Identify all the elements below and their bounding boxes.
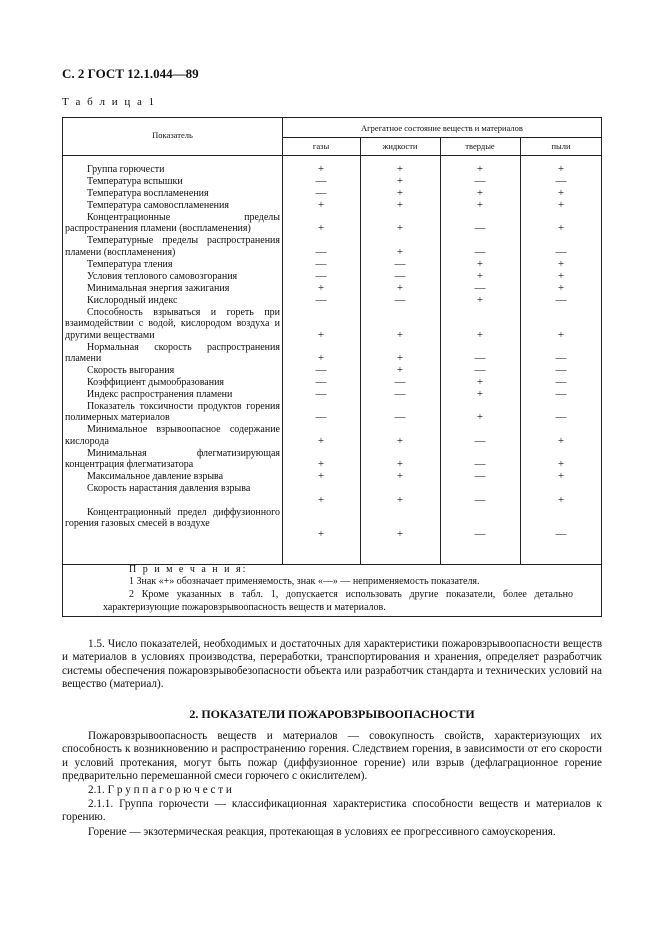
table-cell: +: [317, 199, 325, 211]
table-cell: +: [476, 187, 484, 199]
table-cell: +: [557, 163, 565, 175]
table-cell: —: [394, 388, 406, 400]
table-cell: +: [317, 163, 325, 175]
table-cell: +: [396, 199, 404, 211]
table-row-label: Температура тления: [87, 258, 173, 270]
table-cell: —: [394, 376, 406, 388]
table-caption: Т а б л и ц а 1: [62, 96, 157, 108]
paragraph-2-1-1: 2.1.1. Группа горючести — классификационная характеристика способности веществ и материалов к горению.: [62, 798, 602, 824]
table-cell: +: [557, 281, 565, 294]
table-cell: —: [315, 293, 327, 306]
header-col-gases: газы: [312, 141, 330, 151]
table-cell: +: [317, 281, 325, 294]
table-cell: +: [396, 364, 404, 376]
table-cell: —: [474, 352, 486, 364]
table-cell: +: [396, 352, 404, 364]
table-cell: +: [317, 470, 325, 483]
table-cell: —: [394, 293, 406, 306]
table-cell: +: [396, 528, 404, 541]
table-row-label: Группа горючести: [87, 164, 165, 175]
table-cell: —: [394, 411, 406, 424]
table-cell: —: [315, 364, 327, 376]
table-row-label: Температура воспламенения: [87, 188, 209, 199]
header-col-solids: твердые: [465, 141, 495, 151]
header-col-liquids: жидкости: [382, 141, 418, 151]
table-row-label: Нормальная скорость распространения пламени: [65, 341, 280, 364]
table-row-label: Максимальное давление взрыва: [87, 471, 224, 483]
table-row-label: Условия теплового самовозгорания: [87, 270, 238, 282]
table-cell: —: [394, 269, 406, 282]
table-cell: —: [315, 187, 327, 199]
table-cell: +: [557, 493, 565, 506]
table-cell: +: [396, 175, 404, 187]
note-2: 2 Кроме указанных в табл. 1, допускается использовать другие показатели, более детально характеризующие пожаровзрывоопасность веществ и материалов.: [103, 589, 573, 613]
table-cell: —: [555, 376, 567, 388]
table-cell: —: [394, 257, 406, 270]
col-divider-1: [360, 137, 361, 564]
table-row-label: Минимальная энергия зажигания: [87, 282, 230, 294]
table-cell: —: [555, 293, 567, 306]
table-cell: +: [557, 328, 565, 341]
table-row-label: Минимальное взрывоопасное содержание кислорода: [65, 424, 280, 447]
table-cell: +: [396, 458, 404, 471]
table-cell: +: [317, 328, 325, 341]
table-row-label: Способность взрываться и гореть при взаимодействии с водой, кислородом воздуха и другими веществами: [65, 306, 280, 341]
header-indicator: Показатель: [152, 130, 193, 140]
table-cell: —: [474, 364, 486, 376]
table-row-label: Концентрационные пределы распространения пламени (воспламенения): [65, 212, 280, 235]
table-cell: —: [555, 528, 567, 541]
table-cell: +: [476, 163, 484, 175]
table-cell: +: [476, 411, 484, 424]
indicators-table: [62, 117, 602, 617]
table-cell: +: [476, 376, 484, 388]
table-cell: +: [557, 434, 565, 447]
table-cell: —: [474, 434, 486, 447]
table-cell: +: [557, 257, 565, 270]
col-divider-3: [520, 137, 521, 564]
table-cell: +: [396, 163, 404, 175]
table-cell: +: [557, 222, 565, 235]
table-cell: —: [315, 245, 327, 258]
table-cell: +: [317, 352, 325, 364]
section-title: 2. ПОКАЗАТЕЛИ ПОЖАРОВЗРЫВООПАСНОСТИ: [189, 707, 475, 721]
table-cell: +: [476, 269, 484, 282]
table-cell: —: [315, 388, 327, 400]
table-row-label: Коэффициент дымообразования: [87, 377, 225, 388]
table-cell: +: [557, 470, 565, 483]
table-row-label: Температура самовоспламенения: [87, 200, 229, 211]
table-cell: +: [317, 493, 325, 506]
table-cell: +: [476, 199, 484, 211]
table-row-label: Индекс распространения пламени: [87, 389, 233, 400]
table-row-label: Температура вспышки: [87, 176, 183, 187]
table-row-label: Показатель токсичности продуктов горения полимерных материалов: [65, 401, 280, 424]
table-cell: —: [474, 281, 486, 294]
header-group: Агрегатное состояние веществ и материалов: [361, 123, 523, 133]
paragraph-intro: Пожаровзрывоопасность веществ и материалов — совокупность свойств, характеризующих их способность к возникновению и распространению горения. Следствием горения, в зависимости от его скорости и условий протекания, могут быть пожар (диффузионное горение) или взрыв (дефлаграционное горение предварительно перемешанной смеси горючего с окислителем).: [62, 730, 602, 783]
table-cell: —: [315, 411, 327, 424]
table-cell: +: [476, 328, 484, 341]
table-cell: —: [315, 257, 327, 270]
table-cell: +: [476, 293, 484, 306]
table-cell: +: [317, 434, 325, 447]
table-cell: —: [315, 269, 327, 282]
table-cell: +: [396, 470, 404, 483]
table-cell: —: [474, 470, 486, 483]
table-cell: +: [476, 388, 484, 400]
table-cell: +: [557, 199, 565, 211]
table-row-label: Кислородный индекс: [87, 294, 178, 306]
table-cell: +: [396, 245, 404, 258]
table-cell: +: [396, 281, 404, 294]
table-cell: —: [555, 245, 567, 258]
table-cell: —: [555, 411, 567, 424]
table-cell: +: [476, 257, 484, 270]
table-row-label: Минимальная флегматизирующая концентрация флегматизатора: [65, 447, 280, 471]
subsection-2-1: 2.1. Г р у п п а г о р ю ч е с т и: [88, 784, 232, 796]
table-cell: +: [396, 434, 404, 447]
table-cell: +: [396, 493, 404, 506]
table-cell: +: [557, 187, 565, 199]
table-cell: +: [396, 328, 404, 341]
table-row-label: Скорость нарастания давления взрыва: [87, 483, 251, 495]
table-cell: —: [555, 388, 567, 400]
table-cell: —: [474, 528, 486, 541]
note-1: 1 Знак «+» обозначает применяемость, знак «—» — неприменяемость показателя.: [129, 576, 480, 587]
page-header: С. 2 ГОСТ 12.1.044—89: [62, 66, 199, 81]
paragraph-burning: Горение — экзотермическая реакция, протекающая в условиях ее прогрессивного самоускорения.: [88, 826, 556, 838]
table-cell: +: [317, 458, 325, 471]
table-cell: —: [555, 175, 567, 187]
table-cell: +: [396, 222, 404, 235]
table-cell: +: [396, 187, 404, 199]
table-cell: —: [315, 175, 327, 187]
paragraph-1-5: 1.5. Число показателей, необходимых и достаточных для характеристики пожаровзрывоопасности веществ и материалов в условиях производства, переработки, транспортирования и хранения, определяет разработчик системы обеспечения пожаровзрывобезопасности объекта или разработчик стандарта и технических условий на вещество (материал).: [62, 638, 602, 691]
table-row-label: Температурные пределы распространения пламени (воспламенения): [65, 235, 280, 258]
table-cell: +: [317, 222, 325, 235]
table-cell: +: [317, 528, 325, 541]
table-cell: +: [557, 269, 565, 282]
table-cell: —: [474, 458, 486, 471]
table-row-label: Концентрационный предел диффузионного горения газовых смесей в воздухе: [65, 506, 280, 529]
table-cell: +: [557, 458, 565, 471]
col-divider-2: [440, 137, 441, 564]
header-col-dusts: пыли: [551, 141, 571, 151]
table-cell: —: [315, 376, 327, 388]
table-cell: —: [474, 222, 486, 235]
table-cell: —: [474, 493, 486, 506]
header-group-divider: [282, 137, 602, 138]
table-cell: —: [474, 175, 486, 187]
table-row-label: Скорость выгорания: [87, 365, 175, 376]
table-cell: —: [474, 245, 486, 258]
table-cell: —: [555, 364, 567, 376]
notes-title: П р и м е ч а н и я:: [129, 564, 248, 575]
table-cell: —: [555, 352, 567, 364]
